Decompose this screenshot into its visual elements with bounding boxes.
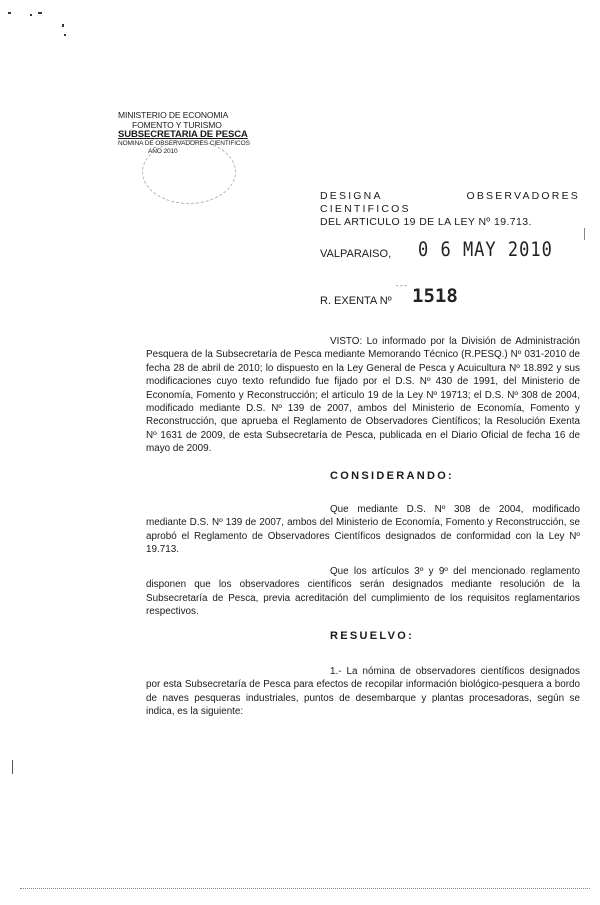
considerando-heading: CONSIDERANDO:	[330, 470, 455, 482]
scan-mark	[62, 24, 64, 27]
letterhead-line: SUBSECRETARIA DE PESCA	[118, 129, 248, 140]
official-seal	[142, 140, 236, 204]
subject-line-2: DEL ARTICULO 19 DE LA LEY Nº 19.713.	[320, 216, 532, 228]
resolution-number: 1518	[412, 285, 458, 307]
scan-mark	[8, 12, 11, 14]
resuelvo-heading: RESUELVO:	[330, 630, 415, 642]
margin-mark	[584, 228, 585, 240]
mark: - - -	[396, 283, 407, 290]
visto-paragraph	[146, 335, 580, 456]
page-edge	[20, 888, 590, 890]
subject-line-1: DESIGNA OBSERVADORES CIENTIFICOS	[320, 190, 580, 215]
place-label: VALPARAISO,	[320, 248, 392, 260]
margin-mark	[12, 760, 13, 774]
considerando-paragraph-1: Que mediante D.S. Nº 308 de 2004, modificado mediante D.S. Nº 139 de 2007, ambos del Ministerio de Economía, Fomento y Reconstrucción, se aprobó el Reglamento de Observadores Científicos designados de conformidad con la Ley Nº 19.713.	[146, 504, 580, 556]
subject-line	[320, 190, 580, 229]
letterhead-line: MINISTERIO DE ECONOMIA	[118, 110, 229, 120]
resuelvo-item-1: 1.- La nómina de observadores científicos designados por esta Subsecretaría de Pesca para efectos de recopilar información biológico-pesquera a bordo de naves pesqueras industriales, puntos de desembarque y plantas procesadoras, según se indica, es la siguiente:	[146, 666, 580, 718]
letterhead-line: NOMINA DE OBSERVADORES CIENTIFICOS	[118, 140, 250, 147]
considerando-paragraph-2: Que los artículos 3º y 9º del mencionado reglamento disponen que los observadores científicos serán designados mediante resolución de la Subsecretaría de Pesca, previa acreditación del cumplimiento de los requisitos reglamentarios respectivos.	[146, 566, 580, 618]
date-stamp: 0 6 MAY 2010	[418, 238, 553, 262]
visto-text: Lo informado por la División de Administración Pesquera de la Subsecretaría de Pesca mediante Memorando Técnico (R.PESQ.) Nº 031-2010 de fecha 28 de abril de 2010; lo dispuesto en la Ley General de Pesca y Acuicultura Nº 18.892 y sus modificaciones cuyo texto refundido fue fijado por el D.S. Nº 430 de 1991, del Ministerio de Economía, Fomento y Reconstrucción; el artículo 19 de la Ley Nº 19713; el D.S. Nº 308 de 2004, modificado mediante D.S. Nº 139 de 2007, ambos del Ministerio de Economía, Fomento y Reconstrucción, que aprueba el Reglamento de Observadores Científicos; la Resolución Exenta Nº 1631 de 2009, de esta Subsecretaría de Pesca, publicada en el Diario Oficial de fecha 16 de mayo de 2009.	[146, 336, 580, 455]
visto-label: VISTO:	[330, 336, 363, 347]
scan-mark	[30, 14, 32, 16]
resolution-label: R. EXENTA Nº	[320, 295, 392, 307]
letterhead-line: AÑO 2010	[148, 148, 178, 155]
scan-mark	[64, 34, 66, 36]
letterhead-line: FOMENTO Y TURISMO	[132, 120, 222, 130]
scan-mark	[38, 12, 42, 14]
